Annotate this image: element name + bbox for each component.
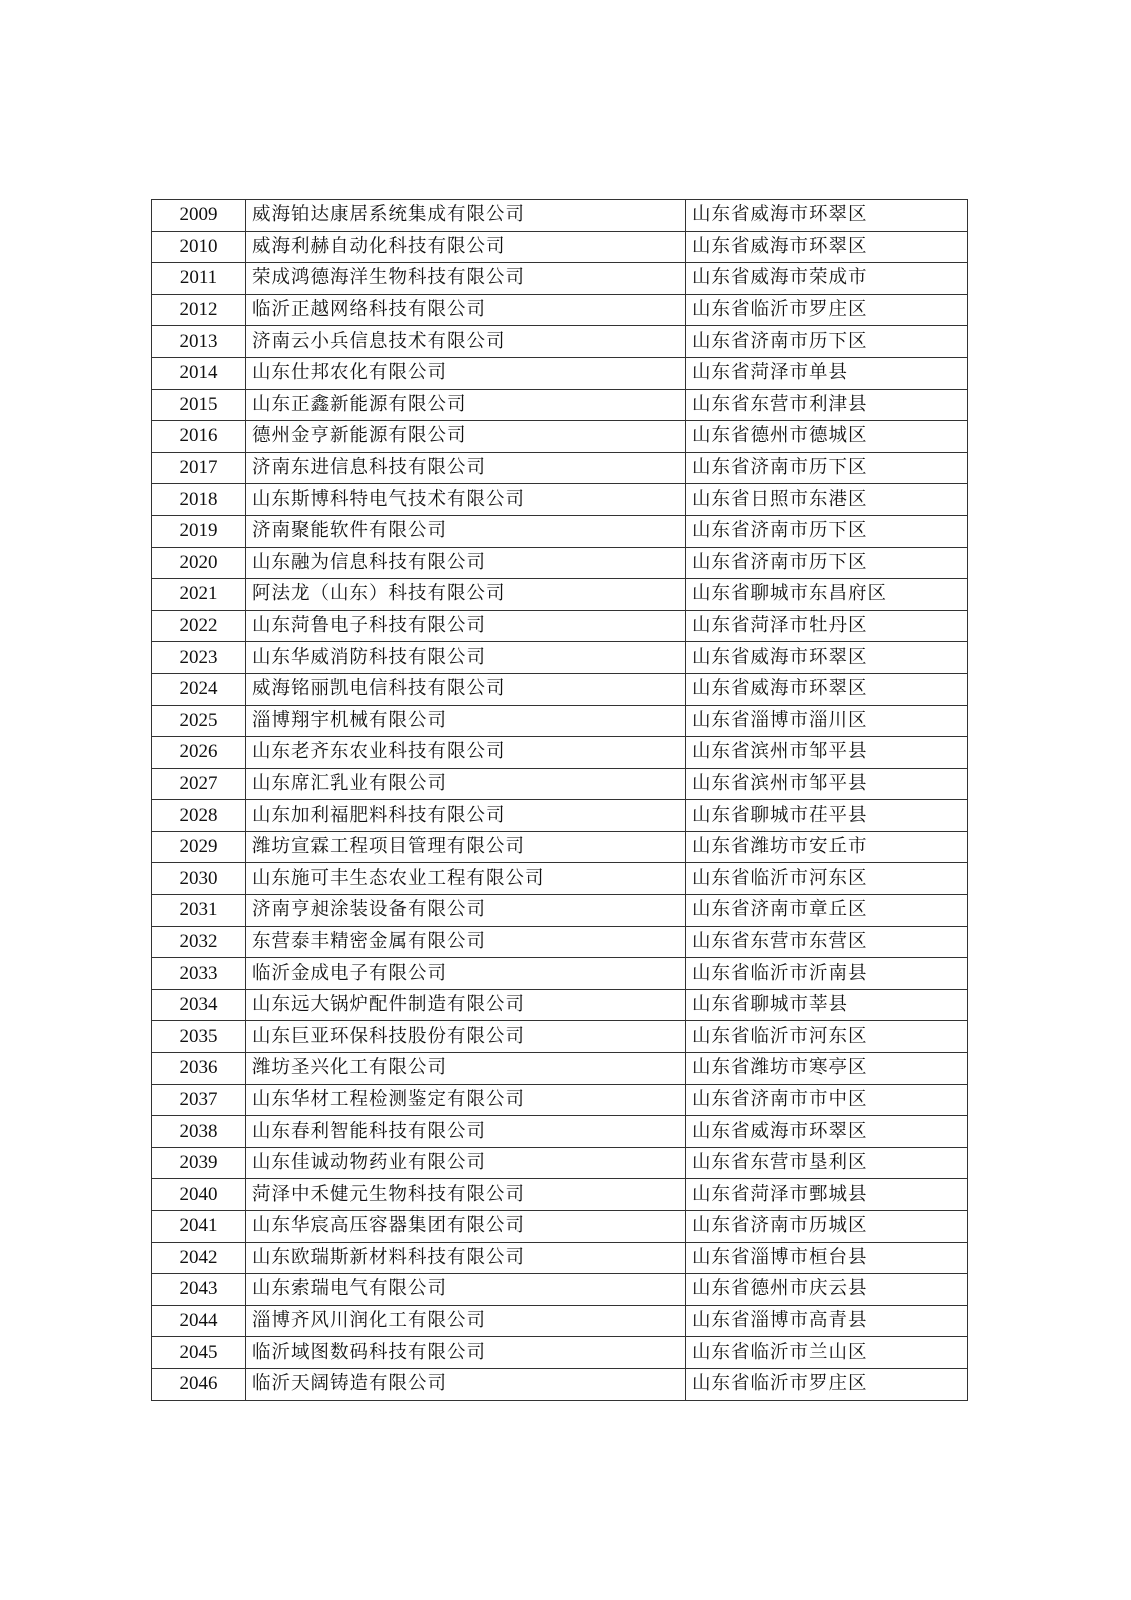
company-name: 山东仕邦农化有限公司 [246, 357, 686, 389]
table-row [152, 357, 968, 389]
company-location: 山东省济南市历下区 [686, 515, 968, 547]
company-location: 山东省威海市环翠区 [686, 200, 968, 232]
table-row [152, 610, 968, 642]
table-row [152, 705, 968, 737]
table-row [152, 1368, 968, 1400]
table-row [152, 1274, 968, 1306]
company-location: 山东省济南市历城区 [686, 1211, 968, 1243]
company-location: 山东省潍坊市安丘市 [686, 831, 968, 863]
row-number: 2040 [152, 1179, 246, 1211]
company-name: 潍坊宣霖工程项目管理有限公司 [246, 831, 686, 863]
company-location: 山东省潍坊市寒亭区 [686, 1053, 968, 1085]
row-number: 2035 [152, 1021, 246, 1053]
row-number: 2012 [152, 294, 246, 326]
row-number: 2027 [152, 768, 246, 800]
table-row [152, 326, 968, 358]
company-location: 山东省临沂市沂南县 [686, 958, 968, 990]
company-location: 山东省济南市市中区 [686, 1084, 968, 1116]
row-number: 2015 [152, 389, 246, 421]
table-row [152, 673, 968, 705]
company-name: 德州金亨新能源有限公司 [246, 421, 686, 453]
row-number: 2033 [152, 958, 246, 990]
company-name: 山东春利智能科技有限公司 [246, 1116, 686, 1148]
company-list-body [152, 200, 968, 1401]
table-row [152, 547, 968, 579]
table-row [152, 484, 968, 516]
company-location: 山东省聊城市东昌府区 [686, 579, 968, 611]
company-name: 临沂金成电子有限公司 [246, 958, 686, 990]
table-row [152, 831, 968, 863]
table-row [152, 1211, 968, 1243]
company-name: 临沂正越网络科技有限公司 [246, 294, 686, 326]
row-number: 2019 [152, 515, 246, 547]
table-row [152, 452, 968, 484]
company-name: 山东远大锅炉配件制造有限公司 [246, 989, 686, 1021]
company-name: 山东华宸高压容器集团有限公司 [246, 1211, 686, 1243]
row-number: 2037 [152, 1084, 246, 1116]
row-number: 2030 [152, 863, 246, 895]
table-row [152, 1305, 968, 1337]
table-row [152, 1147, 968, 1179]
table-row [152, 1242, 968, 1274]
table-row [152, 989, 968, 1021]
table-row [152, 737, 968, 769]
row-number: 2039 [152, 1147, 246, 1179]
row-number: 2018 [152, 484, 246, 516]
company-location: 山东省威海市环翠区 [686, 642, 968, 674]
company-location: 山东省滨州市邹平县 [686, 768, 968, 800]
company-location: 山东省德州市庆云县 [686, 1274, 968, 1306]
row-number: 2016 [152, 421, 246, 453]
company-location: 山东省威海市荣成市 [686, 263, 968, 295]
row-number: 2034 [152, 989, 246, 1021]
company-location: 山东省临沂市兰山区 [686, 1337, 968, 1369]
table-row [152, 895, 968, 927]
company-name: 山东华威消防科技有限公司 [246, 642, 686, 674]
table-row [152, 768, 968, 800]
company-location: 山东省菏泽市单县 [686, 357, 968, 389]
company-name: 山东老齐东农业科技有限公司 [246, 737, 686, 769]
table-row [152, 263, 968, 295]
company-location: 山东省淄博市桓台县 [686, 1242, 968, 1274]
company-location: 山东省威海市环翠区 [686, 673, 968, 705]
row-number: 2024 [152, 673, 246, 705]
company-location: 山东省临沂市河东区 [686, 1021, 968, 1053]
table-row [152, 863, 968, 895]
table-row [152, 515, 968, 547]
row-number: 2025 [152, 705, 246, 737]
company-location: 山东省济南市历下区 [686, 326, 968, 358]
company-location: 山东省威海市环翠区 [686, 1116, 968, 1148]
row-number: 2031 [152, 895, 246, 927]
company-name: 潍坊圣兴化工有限公司 [246, 1053, 686, 1085]
company-location: 山东省临沂市罗庄区 [686, 1368, 968, 1400]
row-number: 2011 [152, 263, 246, 295]
company-location: 山东省菏泽市牡丹区 [686, 610, 968, 642]
table-row [152, 1337, 968, 1369]
company-location: 山东省菏泽市鄄城县 [686, 1179, 968, 1211]
company-name: 山东正鑫新能源有限公司 [246, 389, 686, 421]
row-number: 2045 [152, 1337, 246, 1369]
table-row [152, 1084, 968, 1116]
company-location: 山东省淄博市淄川区 [686, 705, 968, 737]
table-row [152, 389, 968, 421]
row-number: 2020 [152, 547, 246, 579]
company-name: 山东佳诚动物药业有限公司 [246, 1147, 686, 1179]
company-location: 山东省济南市章丘区 [686, 895, 968, 927]
company-name: 山东融为信息科技有限公司 [246, 547, 686, 579]
row-number: 2043 [152, 1274, 246, 1306]
company-name: 山东欧瑞斯新材料科技有限公司 [246, 1242, 686, 1274]
row-number: 2026 [152, 737, 246, 769]
row-number: 2032 [152, 926, 246, 958]
company-name: 山东席汇乳业有限公司 [246, 768, 686, 800]
table-row [152, 1021, 968, 1053]
company-location: 山东省东营市垦利区 [686, 1147, 968, 1179]
row-number: 2010 [152, 231, 246, 263]
table-row [152, 231, 968, 263]
company-location: 山东省威海市环翠区 [686, 231, 968, 263]
company-name: 山东索瑞电气有限公司 [246, 1274, 686, 1306]
row-number: 2013 [152, 326, 246, 358]
row-number: 2021 [152, 579, 246, 611]
row-number: 2014 [152, 357, 246, 389]
company-name: 山东加利福肥料科技有限公司 [246, 800, 686, 832]
company-name: 山东华材工程检测鉴定有限公司 [246, 1084, 686, 1116]
row-number: 2036 [152, 1053, 246, 1085]
row-number: 2042 [152, 1242, 246, 1274]
table-row [152, 579, 968, 611]
company-location: 山东省聊城市茌平县 [686, 800, 968, 832]
company-name: 淄博齐风川润化工有限公司 [246, 1305, 686, 1337]
company-name: 山东菏鲁电子科技有限公司 [246, 610, 686, 642]
table-row [152, 800, 968, 832]
company-location: 山东省临沂市罗庄区 [686, 294, 968, 326]
table-row [152, 200, 968, 232]
company-list-table [151, 199, 968, 1401]
row-number: 2044 [152, 1305, 246, 1337]
table-row [152, 642, 968, 674]
company-name: 威海铭丽凯电信科技有限公司 [246, 673, 686, 705]
table-row [152, 421, 968, 453]
company-name: 威海铂达康居系统集成有限公司 [246, 200, 686, 232]
row-number: 2046 [152, 1368, 246, 1400]
company-location: 山东省滨州市邹平县 [686, 737, 968, 769]
row-number: 2029 [152, 831, 246, 863]
company-location: 山东省东营市东营区 [686, 926, 968, 958]
company-name: 济南聚能软件有限公司 [246, 515, 686, 547]
row-number: 2041 [152, 1211, 246, 1243]
company-name: 济南云小兵信息技术有限公司 [246, 326, 686, 358]
row-number: 2022 [152, 610, 246, 642]
row-number: 2023 [152, 642, 246, 674]
company-name: 山东斯博科特电气技术有限公司 [246, 484, 686, 516]
company-name: 济南亨昶涂装设备有限公司 [246, 895, 686, 927]
company-location: 山东省德州市德城区 [686, 421, 968, 453]
company-name: 山东巨亚环保科技股份有限公司 [246, 1021, 686, 1053]
table-row [152, 1116, 968, 1148]
table-row [152, 926, 968, 958]
company-name: 东营泰丰精密金属有限公司 [246, 926, 686, 958]
row-number: 2017 [152, 452, 246, 484]
company-name: 临沂天阔铸造有限公司 [246, 1368, 686, 1400]
company-location: 山东省济南市历下区 [686, 547, 968, 579]
company-location: 山东省东营市利津县 [686, 389, 968, 421]
table-row [152, 1053, 968, 1085]
company-name: 济南东进信息科技有限公司 [246, 452, 686, 484]
company-name: 菏泽中禾健元生物科技有限公司 [246, 1179, 686, 1211]
company-location: 山东省临沂市河东区 [686, 863, 968, 895]
company-location: 山东省淄博市高青县 [686, 1305, 968, 1337]
company-name: 山东施可丰生态农业工程有限公司 [246, 863, 686, 895]
row-number: 2009 [152, 200, 246, 232]
company-name: 淄博翔宇机械有限公司 [246, 705, 686, 737]
company-name: 临沂域图数码科技有限公司 [246, 1337, 686, 1369]
row-number: 2038 [152, 1116, 246, 1148]
company-name: 荣成鸿德海洋生物科技有限公司 [246, 263, 686, 295]
company-location: 山东省聊城市莘县 [686, 989, 968, 1021]
company-name: 阿法龙（山东）科技有限公司 [246, 579, 686, 611]
table-row [152, 294, 968, 326]
company-location: 山东省日照市东港区 [686, 484, 968, 516]
company-location: 山东省济南市历下区 [686, 452, 968, 484]
table-row [152, 958, 968, 990]
row-number: 2028 [152, 800, 246, 832]
company-name: 威海利赫自动化科技有限公司 [246, 231, 686, 263]
table-row [152, 1179, 968, 1211]
